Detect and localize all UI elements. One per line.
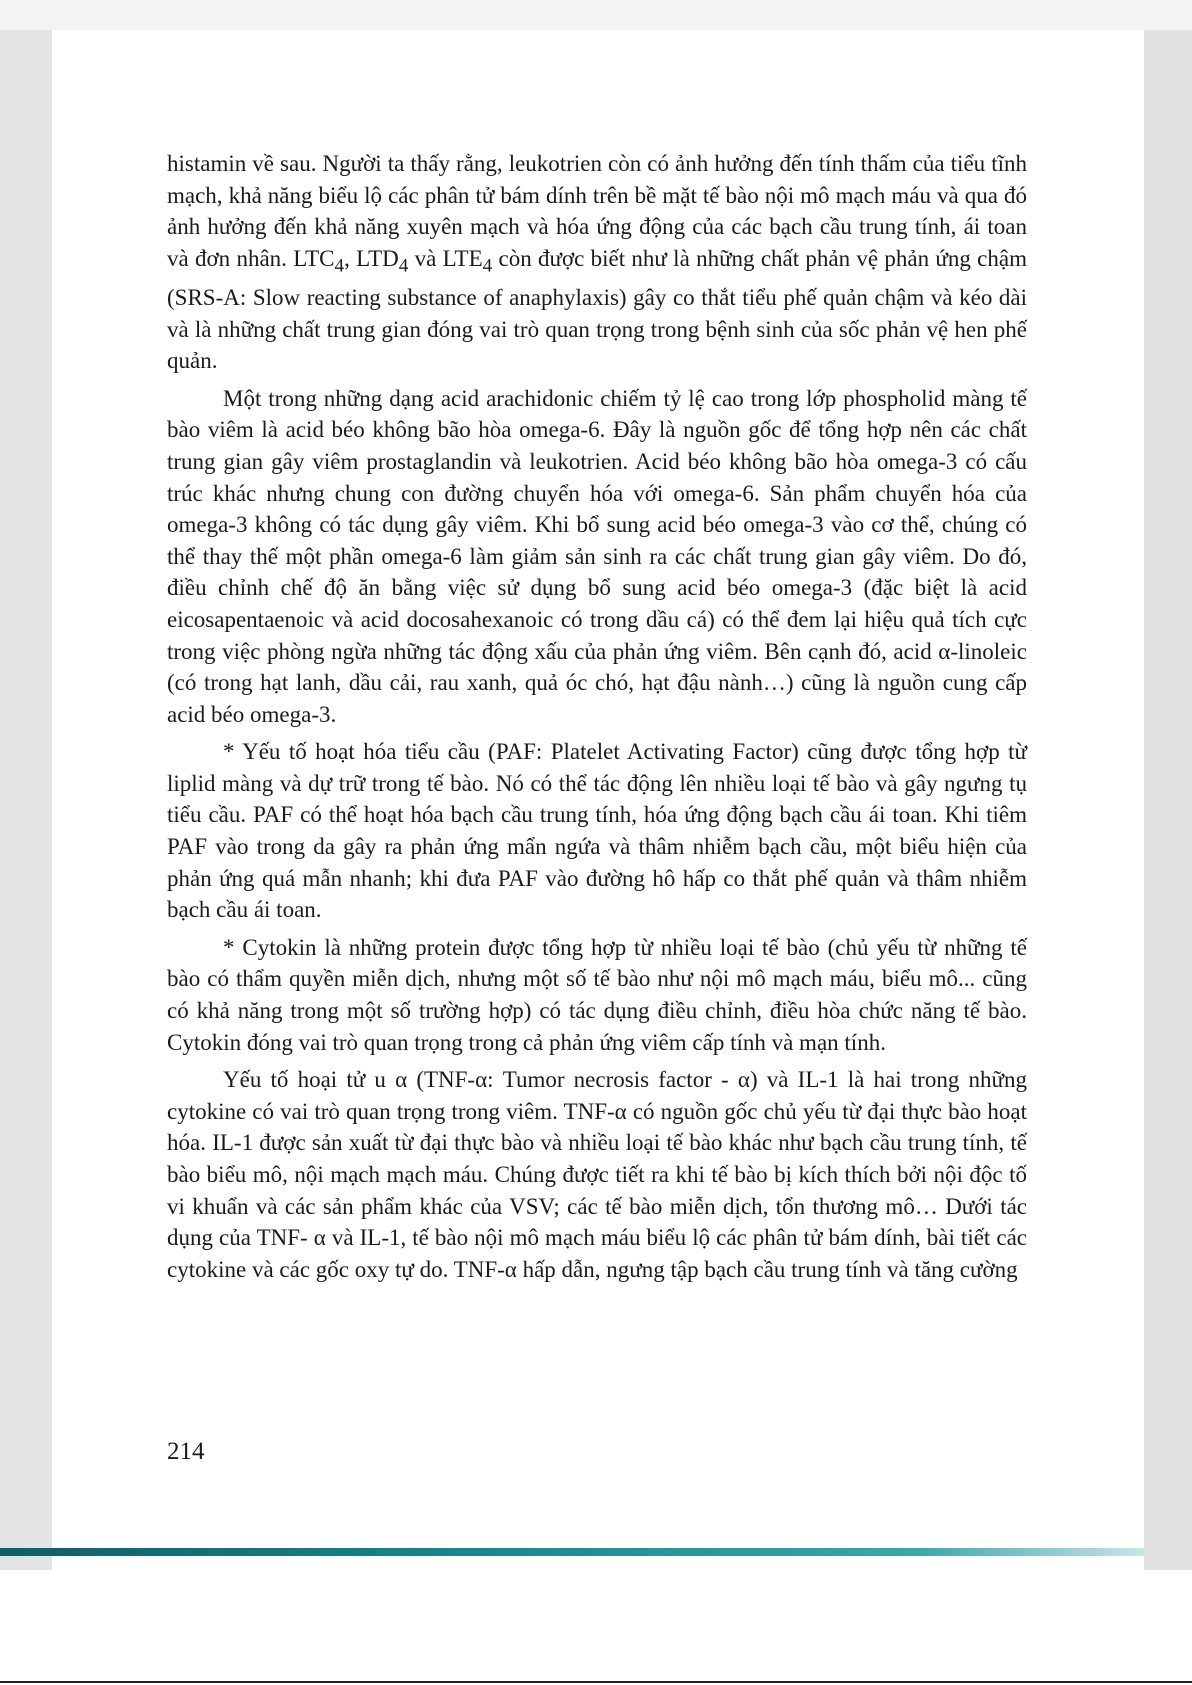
bottom-teal-rule bbox=[0, 1548, 1144, 1556]
page-number: 214 bbox=[167, 1438, 205, 1465]
paragraph-paf: * Yếu tố hoạt hóa tiểu cầu (PAF: Platelet Activating Factor) cũng được tổng hợp từ liplid màng và dự trữ trong tế bào. Nó có thể tác động lên nhiều loại tế bào và gây ngưng tụ tiểu cầu. PAF có thể hoạt hóa bạch cầu trung tính, hóa ứng động bạch cầu ái toan. Khi tiêm PAF vào trong da gây ra phản ứng mẩn ngứa và thâm nhiễm bạch cầu, một biểu hiện của phản ứng quá mẫn nhanh; khi đưa PAF vào đường hô hấp co thắt phế quản và thâm nhiễm bạch cầu ái toan. bbox=[167, 739, 1027, 923]
scan-right-margin bbox=[1144, 30, 1192, 1570]
bottom-black-line bbox=[0, 1681, 1192, 1683]
paragraph-leukotrien: histamin về sau. Người ta thấy rằng, leukotrien còn có ảnh hưởng đến tính thấm của tiểu tĩnh mạch, khả năng biểu lộ các phân tử bám dính trên bề mặt tế bào nội mô mạch máu và qua đó ảnh hưởng đến khả năng xuyên mạch và hóa ứng động của các bạch cầu trung tính, ái toan và đơn nhân. $LTC_4$, $LTD_4$ và $LTE_4$ còn được biết như là những chất phản vệ phản ứng chậm (SRS-A: Slow reacting substance of anaphylaxis) gây co thắt tiểu phế quản chậm và kéo dài và là những chất trung gian đóng vai trò quan trọng trong bệnh sinh của sốc phản vệ hen phế quản. bbox=[167, 151, 1027, 374]
body-text bbox=[167, 148, 1027, 1291]
scan-left-margin bbox=[0, 30, 52, 1570]
paragraph-omega: Một trong những dạng acid arachidonic chiếm tỷ lệ cao trong lớp phospholid màng tế bào viêm là acid béo không bão hòa omega-6. Đây là nguồn gốc để tổng hợp nên các chất trung gian gây viêm prostaglandin và leukotrien. Acid béo không bão hòa omega-3 có cấu trúc khác nhưng chung con đường chuyển hóa với omega-6. Sản phẩm chuyển hóa của omega-3 không có tác dụng gây viêm. Khi bổ sung acid béo omega-3 vào cơ thể, chúng có thể thay thế một phần omega-6 làm giảm sản sinh ra các chất trung gian gây viêm. Do đó, điều chỉnh chế độ ăn bằng việc sử dụng bổ sung acid béo omega-3 (đặc biệt là acid eicosapentaenoic và acid docosahexanoic có trong dầu cá) có thể đem lại hiệu quả tích cực trong việc phòng ngừa những tác động xấu của phản ứng viêm. Bên cạnh đó, acid α-linoleic (có trong hạt lanh, dầu cải, rau xanh, quả óc chó, hạt đậu nành…) cũng là nguồn cung cấp acid béo omega-3. bbox=[167, 385, 1027, 727]
paragraph-cytokin: * Cytokin là những protein được tổng hợp từ nhiều loại tế bào (chủ yếu từ những tế bào có thẩm quyền miễn dịch, nhưng một số tế bào như nội mô mạch máu, biểu mô... cũng có khả năng trong một số trường hợp) có tác dụng điều chỉnh, điều hòa chức năng tế bào. Cytokin đóng vai trò quan trọng trong cả phản ứng viêm cấp tính và mạn tính. bbox=[167, 934, 1027, 1055]
paragraph-tnf: Yếu tố hoại tử u α (TNF-α: Tumor necrosis factor - α) và IL-1 là hai trong những cytokine có vai trò quan trọng trong viêm. TNF-α có nguồn gốc chủ yếu từ đại thực bào hoạt hóa. IL-1 được sản xuất từ đại thực bào và nhiều loại tế bào khác như bạch cầu trung tính, tế bào biểu mô, nội mạch mạch máu. Chúng được tiết ra khi tế bào bị kích thích bởi nội độc tố vi khuẩn và các sản phẩm khác của VSV; các tế bào miễn dịch, tổn thương mô… Dưới tác dụng của TNF- α và IL-1, tế bào nội mô mạch máu biểu lộ các phân tử bám dính, bài tiết các cytokine và các gốc oxy tự do. TNF-α hấp dẫn, ngưng tập bạch cầu trung tính và tăng cường bbox=[167, 1067, 1027, 1282]
below-page-area bbox=[0, 1570, 1192, 1685]
book-page bbox=[52, 30, 1144, 1570]
